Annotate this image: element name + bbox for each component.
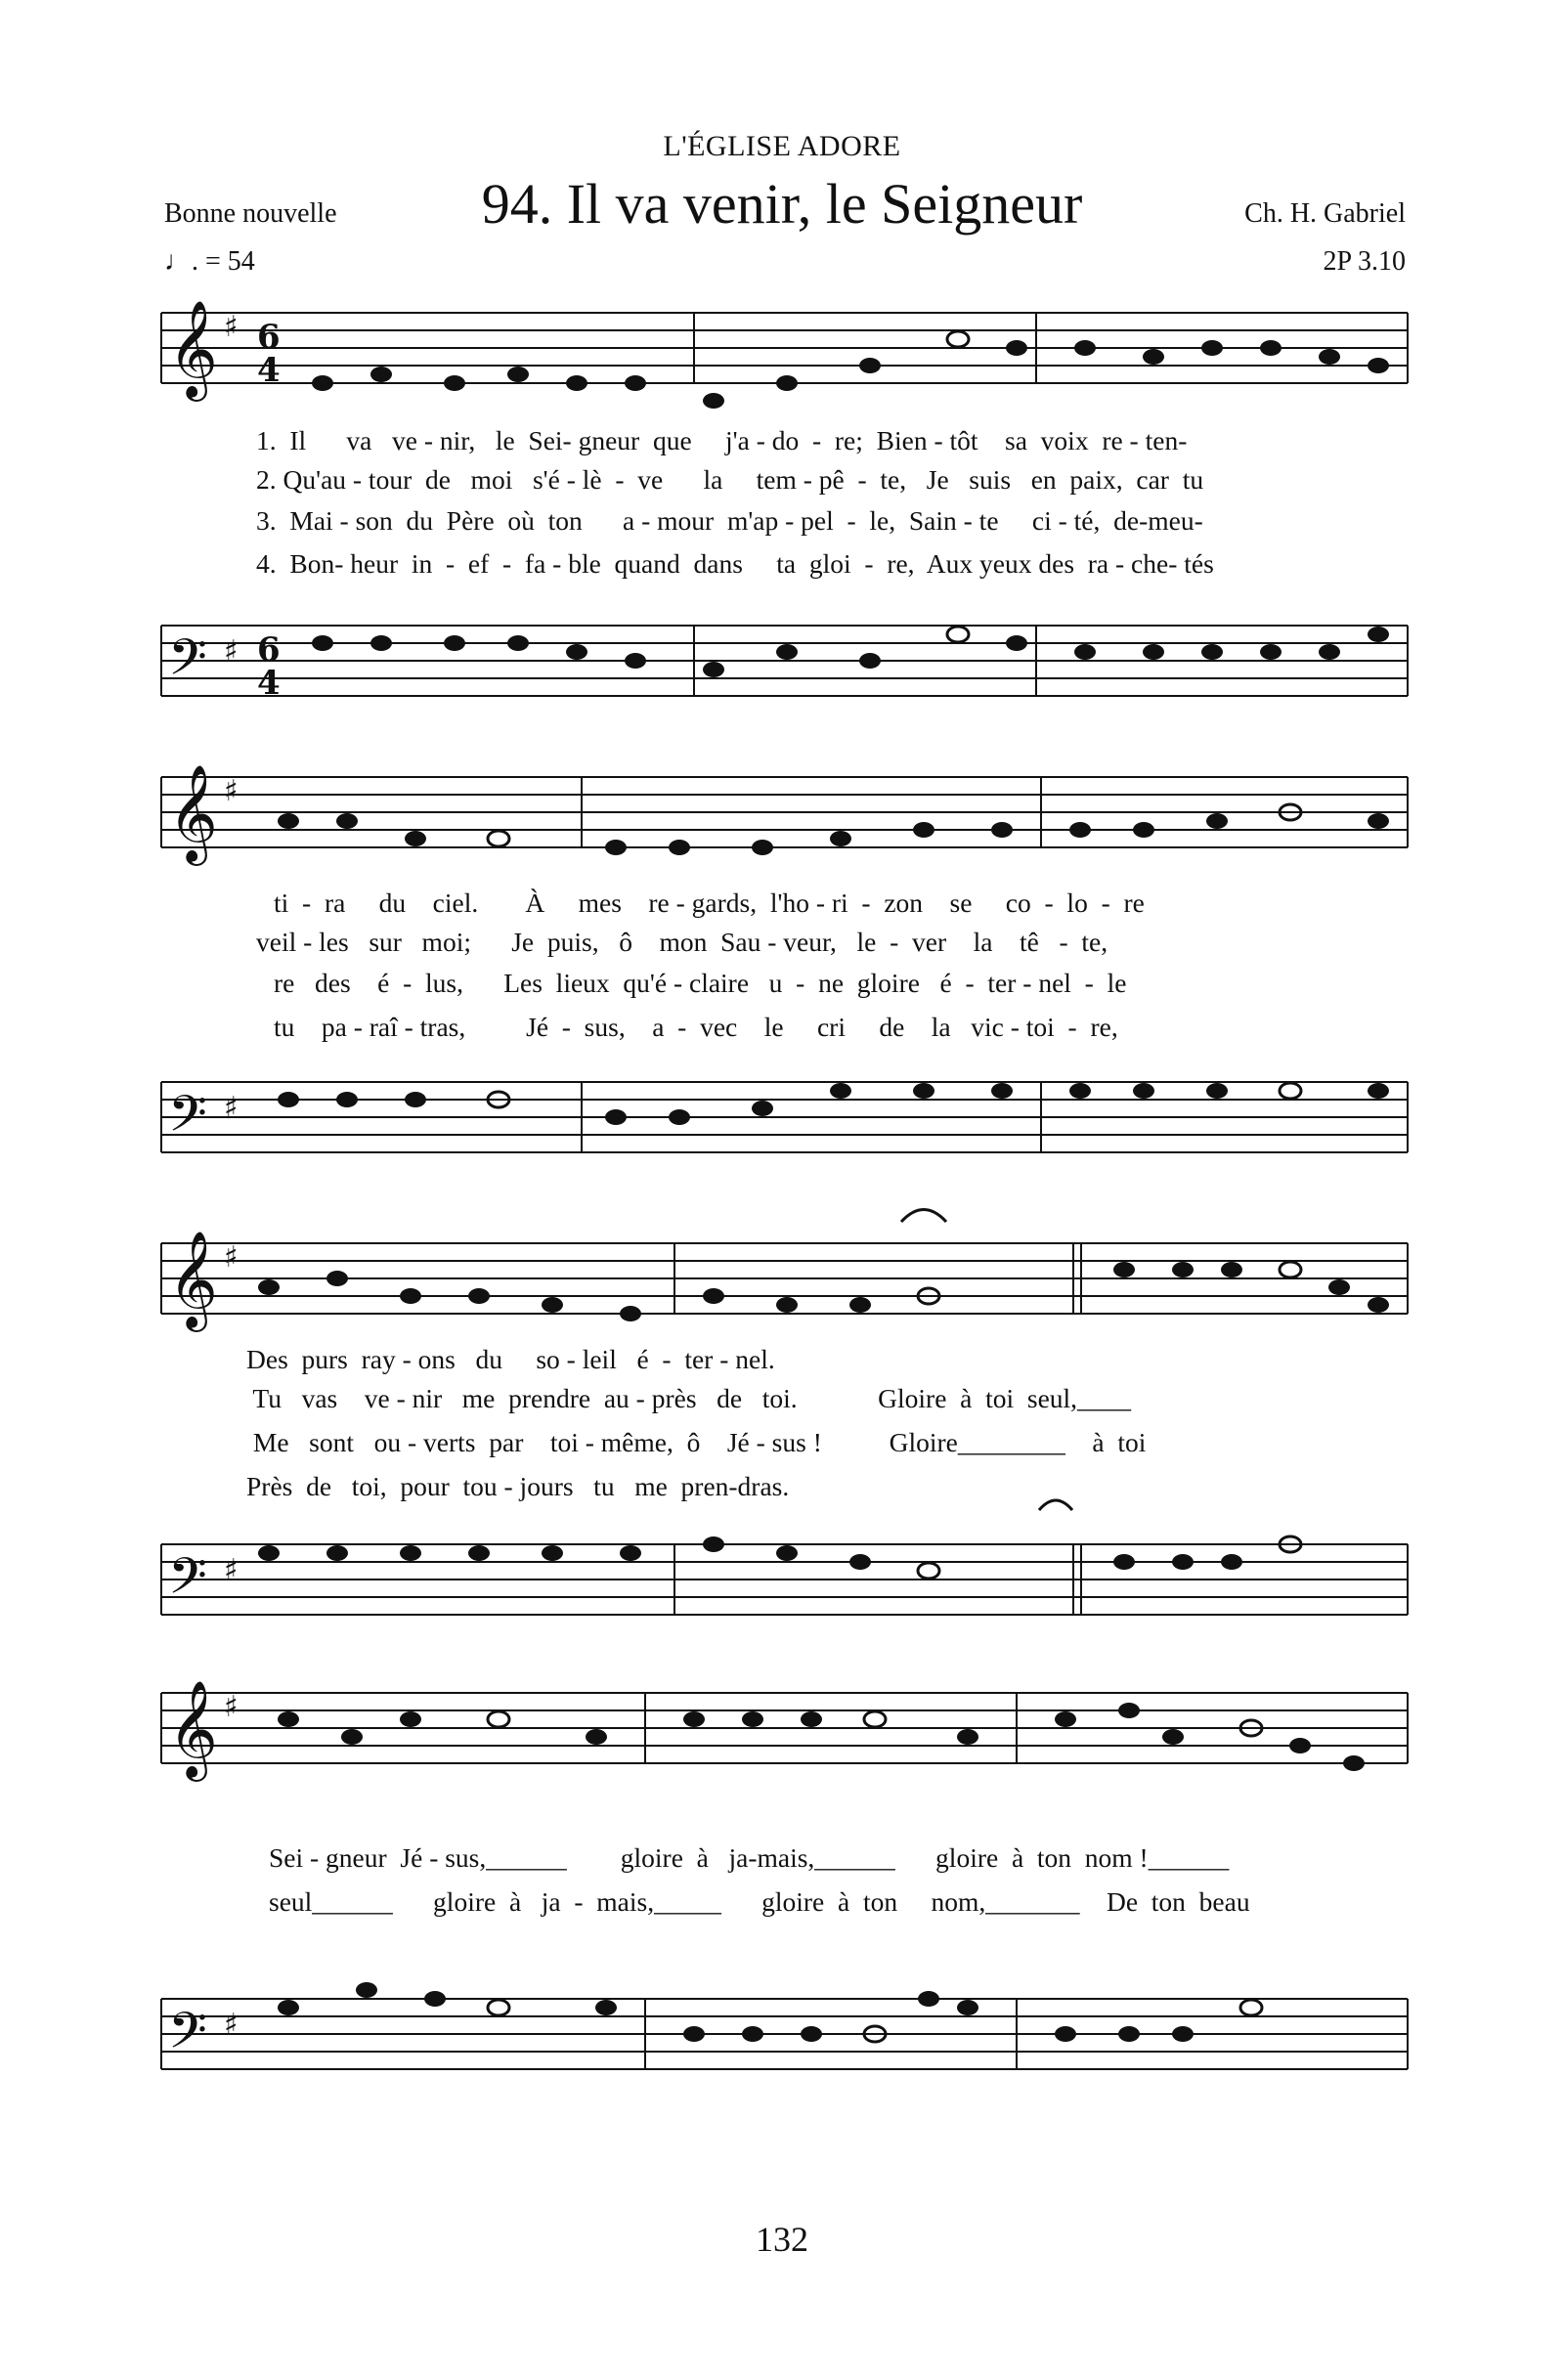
lyric-line: tu pa - raî - tras, Jé - sus, a - vec le cri de la vic - toi - re, — [274, 1012, 1118, 1042]
tempo-marking: ♩. = 54 — [164, 246, 255, 277]
time-signature-top: 6 — [257, 318, 281, 357]
lyric-line: seul______ gloire à ja - mais,_____ gloire à ton nom,_______ De ton beau — [269, 1886, 1250, 1917]
treble-clef-icon: 𝄞 — [168, 764, 218, 862]
lyric-line: 3. Mai - son du Père où ton a - mour m'ap - pel - le, Sain - te ci - té, de-meu- — [256, 505, 1203, 536]
lyric-line: Me sont ou - verts par toi - même, ô Jé - sus ! Gloire________ à toi — [246, 1427, 1147, 1457]
bass-clef-icon: 𝄢 — [168, 2001, 207, 2072]
treble-clef-icon: 𝄞 — [168, 1680, 218, 1778]
key-signature: ♯ — [224, 1091, 239, 1125]
key-signature: ♯ — [224, 310, 239, 344]
hymn-title: 94. Il va venir, le Seigneur — [481, 172, 1083, 236]
key-signature: ♯ — [224, 1690, 239, 1724]
lyric-line: veil - les sur moi; Je puis, ô mon Sau - veur, le - ver la tê - te, — [256, 927, 1108, 957]
key-signature: ♯ — [224, 774, 239, 808]
time-signature-bottom: 4 — [257, 351, 281, 390]
tune-name: Bonne nouvelle — [164, 198, 337, 229]
system-2-treble-staff — [161, 777, 1408, 847]
system-4-treble-staff — [161, 1693, 1408, 1763]
scripture-reference: 2P 3.10 — [1323, 246, 1406, 277]
lyric-line: ti - ra du ciel. À mes re - gards, l'ho - ri - zon se co - lo - re — [274, 887, 1145, 918]
page-number: 132 — [756, 2220, 808, 2259]
system-4-bass-staff — [161, 1999, 1408, 2069]
composer: Ch. H. Gabriel — [1244, 198, 1406, 229]
lyric-line: Tu vas ve - nir me prendre au - près de toi. Gloire à toi seul,____ — [246, 1383, 1132, 1413]
time-signature-top: 6 — [257, 630, 281, 670]
section-title: L'ÉGLISE ADORE — [663, 130, 901, 162]
bass-clef-icon: 𝄢 — [168, 1546, 207, 1618]
lyric-line: 1. Il va ve - nir, le Sei- gneur que j'a - do - re; Bien - tôt sa voix re - ten- — [256, 425, 1188, 455]
lyric-line: 4. Bon- heur in - ef - fa - ble quand dans ta gloi - re, Aux yeux des ra - che- tés — [256, 548, 1214, 579]
key-signature: ♯ — [224, 2008, 239, 2042]
note-heads — [258, 331, 1389, 2042]
time-signature-bottom: 4 — [257, 664, 281, 703]
key-signature: ♯ — [224, 1240, 239, 1275]
lyric-line: Près de toi, pour tou - jours tu me pren-dras. — [246, 1471, 790, 1501]
system-1-bass-staff — [161, 626, 1408, 696]
treble-clef-icon: 𝄞 — [168, 1231, 218, 1328]
bass-clef-icon: 𝄢 — [168, 1084, 207, 1155]
lyric-line: re des é - lus, Les lieux qu'é - claire u - ne gloire é - ter - nel - le — [274, 968, 1127, 998]
key-signature: ♯ — [224, 1553, 239, 1587]
lyric-line: Sei - gneur Jé - sus,______ gloire à ja-mais,______ gloire à ton nom !______ — [269, 1842, 1230, 1873]
bass-clef-icon: 𝄢 — [168, 627, 207, 699]
lyric-line: Des purs ray - ons du so - leil é - ter - nel. — [246, 1344, 775, 1374]
treble-clef-icon: 𝄞 — [168, 300, 218, 398]
lyric-line: 2. Qu'au - tour de moi s'é - lè - ve la tem - pê - te, Je suis en paix, car tu — [256, 464, 1204, 495]
fermata-icon — [901, 1210, 1072, 1511]
key-signature: ♯ — [224, 634, 239, 669]
